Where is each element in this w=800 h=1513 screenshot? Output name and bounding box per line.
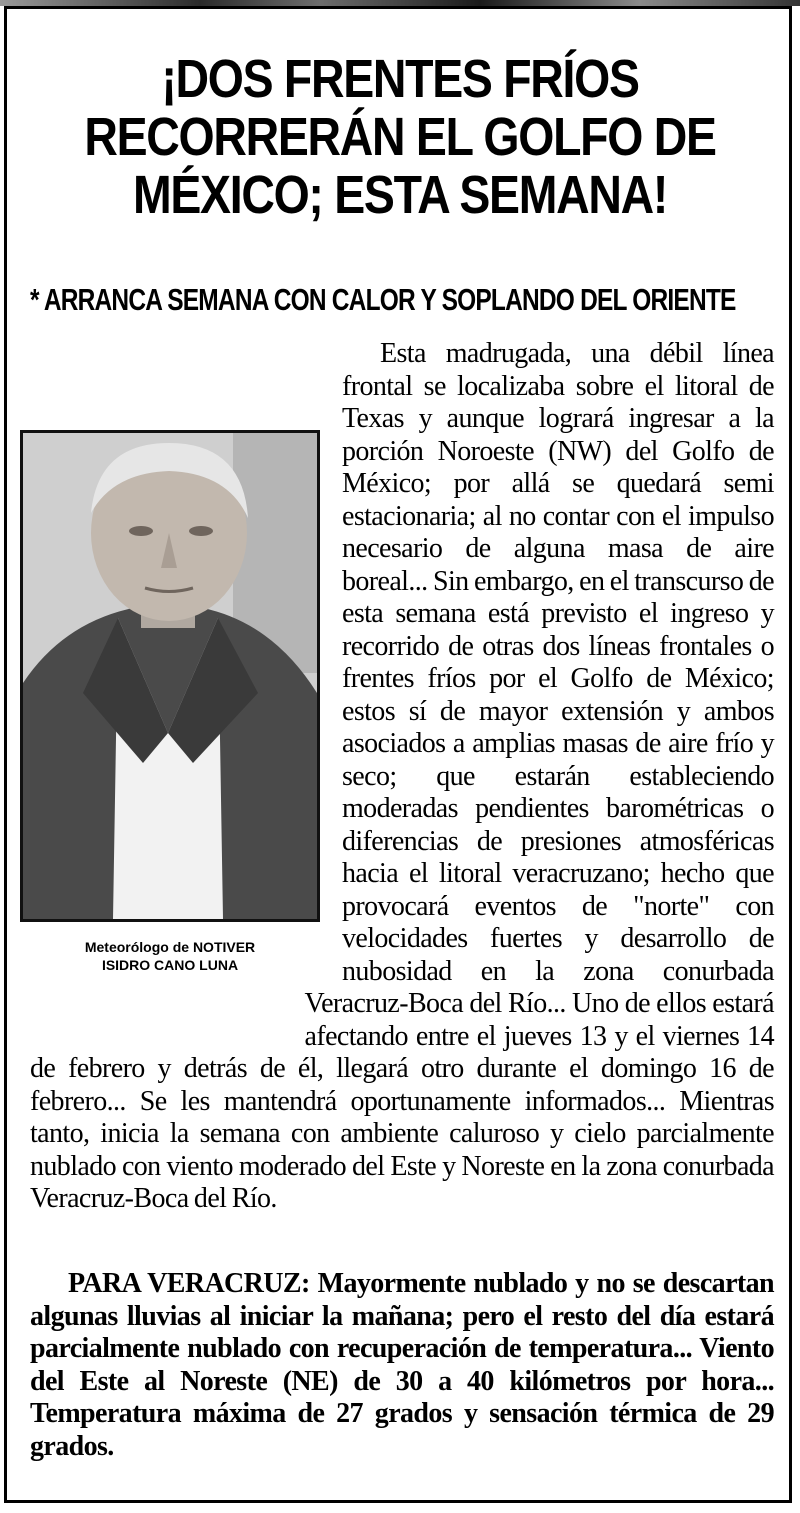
headline: ¡DOS FRENTES FRÍOS RECORRERÁN EL GOLFO DE MÉXICO; ESTA SEMANA! — [84, 49, 716, 225]
article-body — [30, 338, 774, 1216]
photo-wrap-spacer — [30, 430, 334, 1042]
photo-caption-line2: ISIDRO CANO LUNA — [101, 957, 239, 973]
photo-caption-line1: Meteorólogo de NOTIVER — [84, 939, 256, 955]
subheadline: * ARRANCA SEMANA CON CALOR Y SOPLANDO DEL ORIENTE — [30, 282, 736, 317]
veracruz-forecast: PARA VERACRUZ: Mayormente nublado y no se descartan algunas lluvias al iniciar la mañana; pero el resto del día estará parcialmente nublado con recuperación de temperatura... Viento del Este al Noreste (NE) de 30 a 40 kilómetros por hora... Temperatura máxima de 27 grados y sensación térmica de 29 grados. — [30, 1268, 774, 1462]
article-body-text: Esta madrugada, una débil línea frontal se localizaba sobre el litoral de Texas y aunque logrará ingresar a la porción Noroeste (NW) del Golfo de México; por allá se quedará semi estacionaria; al no contar con el impulso necesario de alguna masa de aire boreal... Sin embargo, en el transcurso de esta semana está previsto el ingreso y recorrido de otras dos líneas frontales o frentes fríos por el Golfo de México; estos sí de mayor extensión y ambos asociados a amplias masas de aire frío y seco; que estarán estableciendo moderadas pendientes barométricas o diferencias de presiones atmosféricas hacia el litoral veracruzano; hecho que provocará eventos de "norte" con velocidades fuertes y desarrollo de nubosidad en la zona conurbada Veracruz-Boca del Río... Uno de ellos estará afectando entre el jueves 13 y el viernes 14 de febrero y detrás de él, llegará otro durante el domingo 16 de febrero... Se les mantendrá oportunamente informados... Mientras tanto, inicia la semana con ambiente caluroso y cielo parcialmente nublado con viento moderado del Este y Noreste en la zona conurbada Veracruz-Boca del Río. — [30, 338, 774, 1214]
